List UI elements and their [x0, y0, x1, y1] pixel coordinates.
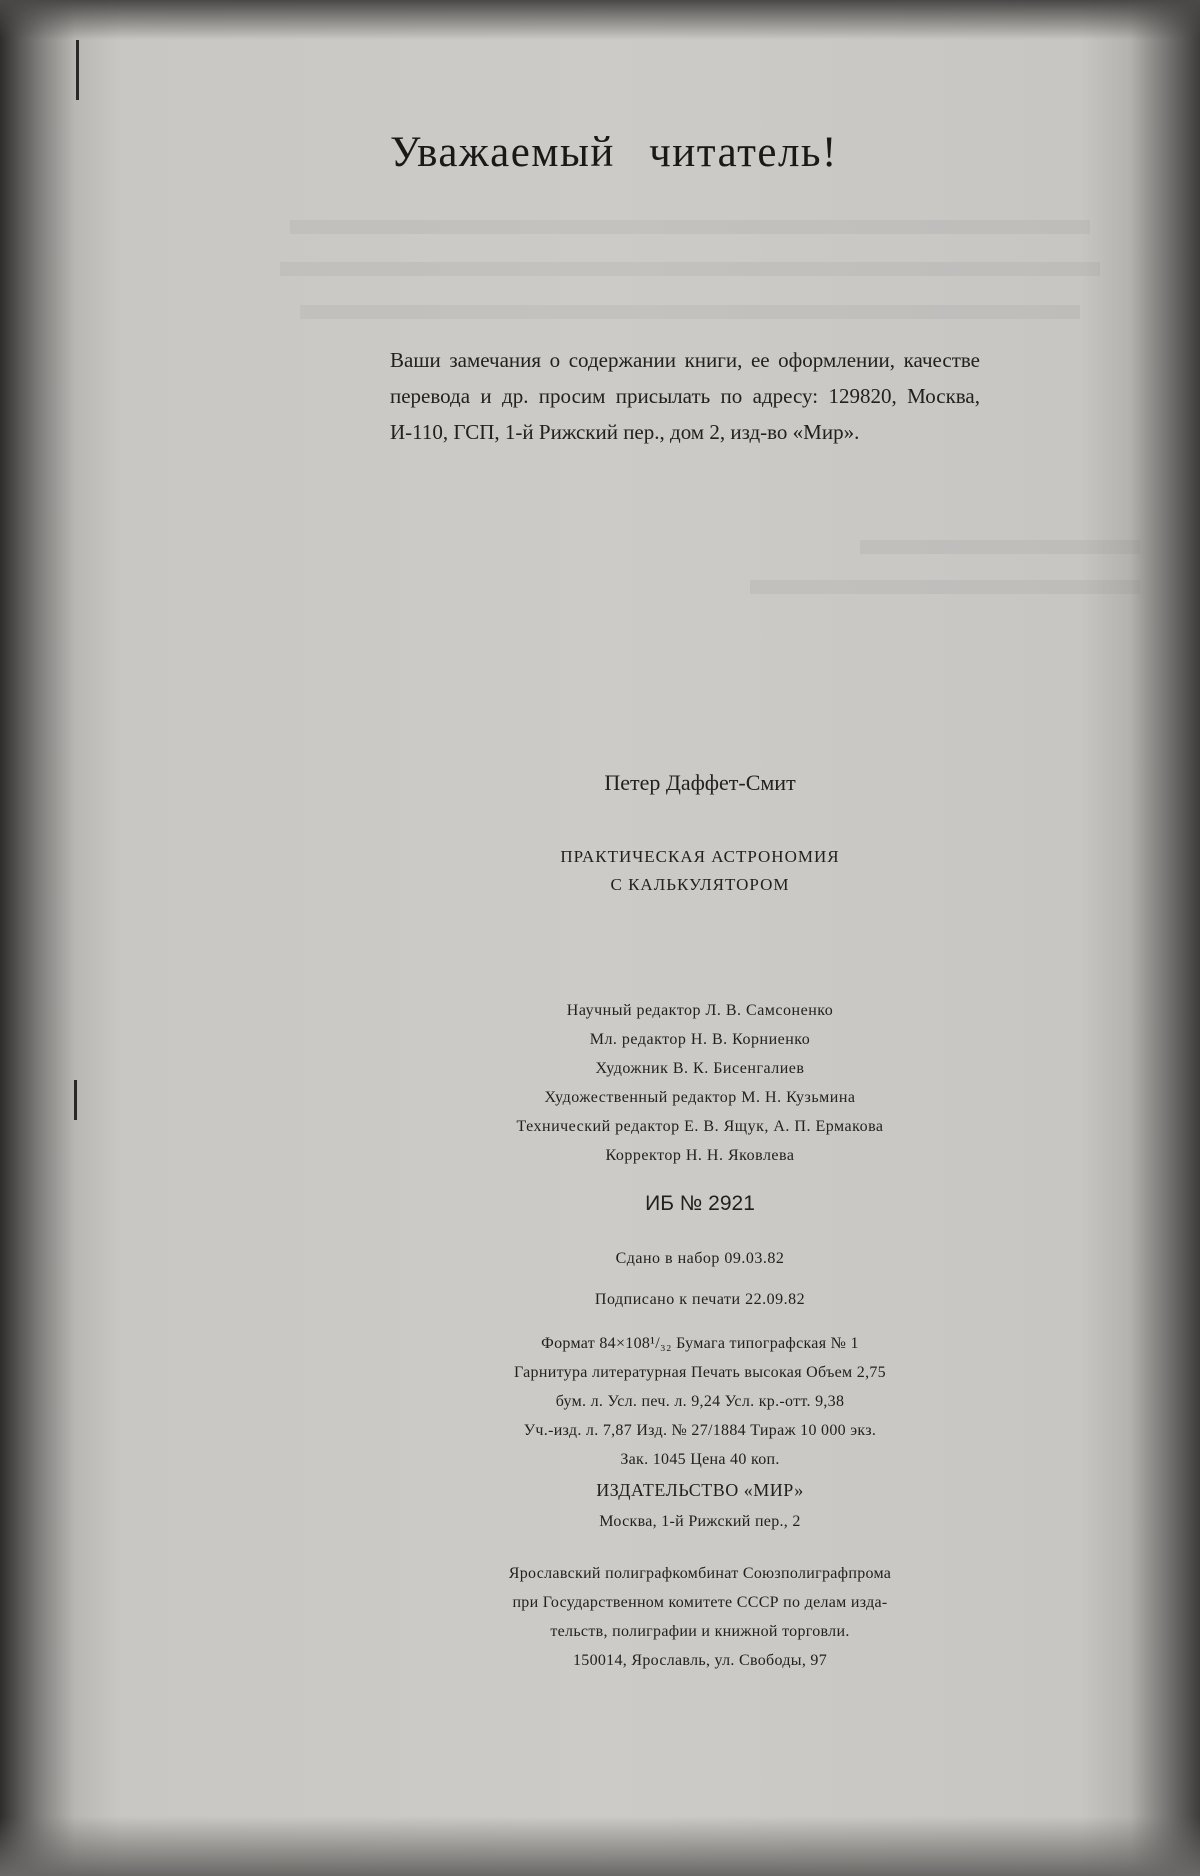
bleed-through — [750, 580, 1140, 594]
publisher-name: ИЗДАТЕЛЬСТВО «МИР» — [596, 1480, 804, 1500]
book-title — [300, 843, 1100, 899]
greeting-heading: Уважаемый читатель! — [390, 129, 838, 176]
publisher-address: Москва, 1-й Рижский пер., 2 — [599, 1513, 801, 1530]
sent-to-print-date: Сдано в набор 09.03.82 — [615, 1250, 785, 1267]
staff-line: Мл. редактор Н. В. Корниенко — [589, 1031, 811, 1048]
staff-line: Корректор Н. Н. Яковлева — [605, 1147, 795, 1164]
bleed-through — [860, 540, 1140, 554]
page-edge-mark — [74, 1080, 77, 1120]
printer-line: тельств, полиграфии и книжной торговли. — [550, 1623, 850, 1640]
staff-line: Художник В. К. Бисенгалиев — [595, 1060, 805, 1077]
staff-line: Научный редактор Л. В. Самсоненко — [566, 1002, 834, 1019]
print-specifications — [300, 1329, 1100, 1474]
ib-number: ИБ № 2921 — [645, 1192, 755, 1215]
staff-line: Технический редактор Е. В. Ящук, А. П. Ермакова — [516, 1118, 884, 1135]
book-title-line: С КАЛЬКУЛЯТОРОМ — [610, 875, 790, 894]
staff-line: Художественный редактор М. Н. Кузьмина — [544, 1089, 856, 1106]
imprint-line: Уч.-изд. л. 7,87 Изд. № 27/1884 Тираж 10 000 экз. — [523, 1422, 877, 1439]
signed-to-print-date: Подписано к печати 22.09.82 — [594, 1291, 806, 1308]
printer-line: 150014, Ярославль, ул. Свободы, 97 — [572, 1652, 828, 1669]
imprint-line: Зак. 1045 Цена 40 коп. — [620, 1451, 780, 1468]
printing-house — [300, 1559, 1100, 1675]
editorial-staff — [300, 996, 1100, 1170]
bleed-through — [300, 305, 1080, 319]
imprint-line: Гарнитура литературная Печать высокая Объем 2,75 — [514, 1364, 886, 1381]
printer-line: при Государственном комитете СССР по делам изда- — [512, 1594, 888, 1611]
page-edge-mark — [76, 40, 79, 100]
printer-line: Ярославский полиграфкомбинат Союзполиграфпрома — [508, 1565, 892, 1582]
imprint-line: Формат 84×108¹/₃₂ Бумага типографская № 1 — [541, 1335, 859, 1352]
imprint-line: бум. л. Усл. печ. л. 9,24 Усл. кр.-отт. 9,38 — [555, 1393, 845, 1410]
bleed-through — [290, 220, 1090, 234]
bleed-through — [280, 262, 1100, 276]
book-author: Петер Даффет-Смит — [604, 770, 796, 795]
reader-notice: Ваши замечания о содержании книги, ее оформлении, качестве перевода и др. просим присылать по адресу: 129820, Москва, И-110, ГСП, 1-й Рижский пер., дом 2, изд-во «Мир». — [390, 348, 980, 444]
book-title-line: ПРАКТИЧЕСКАЯ АСТРОНОМИЯ — [560, 847, 840, 866]
